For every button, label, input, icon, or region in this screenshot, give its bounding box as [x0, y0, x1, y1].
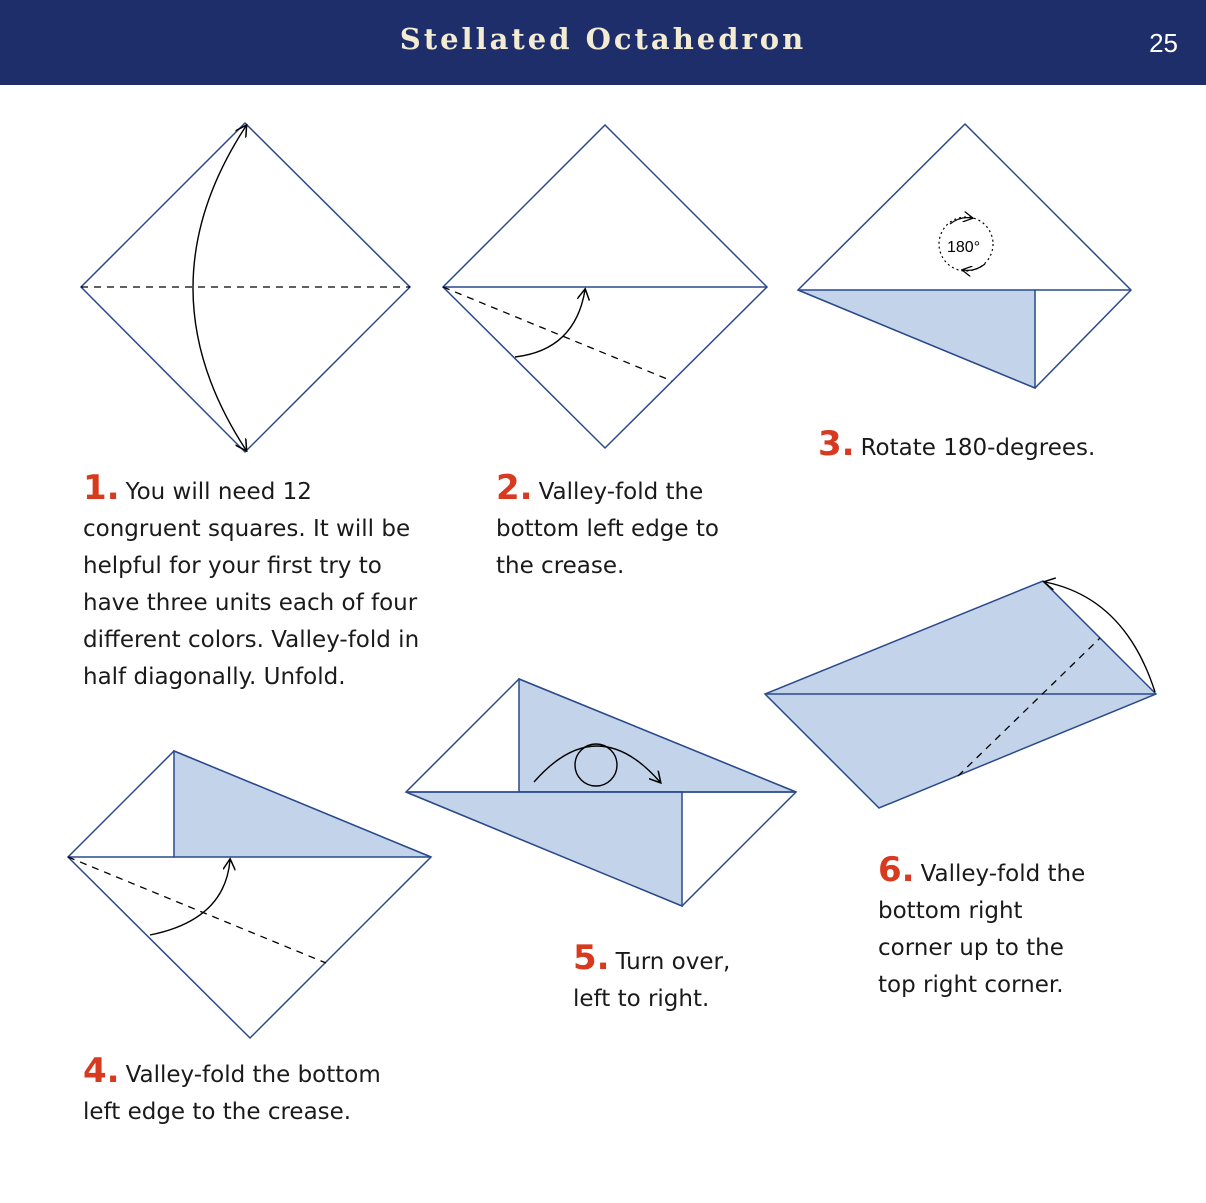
rotation-label: 180° — [947, 239, 981, 256]
diagram-step-6 — [765, 581, 1156, 808]
step-number: 6. — [878, 850, 915, 890]
diagram-step-4 — [68, 751, 431, 1038]
step-text: Rotate 180-degrees. — [860, 435, 1096, 461]
step-3-caption — [818, 426, 1188, 467]
step-number: 5. — [573, 938, 610, 978]
page-number: 25 — [1149, 28, 1178, 58]
diagram-step-5 — [406, 679, 796, 906]
diagram-step-2 — [443, 125, 767, 448]
diagram-step-1 — [81, 123, 410, 452]
step-text: You will need 12 congruent squares. It will be helpful for your first try to have three units each of four different colors. Valley-fold in half diagonally. Unfold. — [83, 479, 420, 690]
diagram-step-3 — [798, 124, 1131, 388]
step-text: Valley-fold the bottom left edge to the crease. — [496, 479, 719, 579]
step-5-caption — [573, 940, 753, 1018]
step-number: 4. — [83, 1051, 120, 1091]
step-number: 1. — [83, 468, 120, 508]
step-text: Valley-fold the bottom left edge to the crease. — [83, 1062, 381, 1125]
page-title: Stellated Octahedron — [399, 22, 807, 56]
step-number: 3. — [818, 424, 855, 464]
step-4-caption — [83, 1053, 403, 1131]
step-text: Turn over, left to right. — [573, 949, 731, 1012]
step-number: 2. — [496, 468, 533, 508]
step-1-caption — [83, 470, 428, 696]
step-text: Valley-fold the bottom right corner up to the top right corner. — [878, 861, 1086, 998]
step-2-caption — [496, 470, 721, 585]
step-6-caption — [878, 852, 1093, 1004]
